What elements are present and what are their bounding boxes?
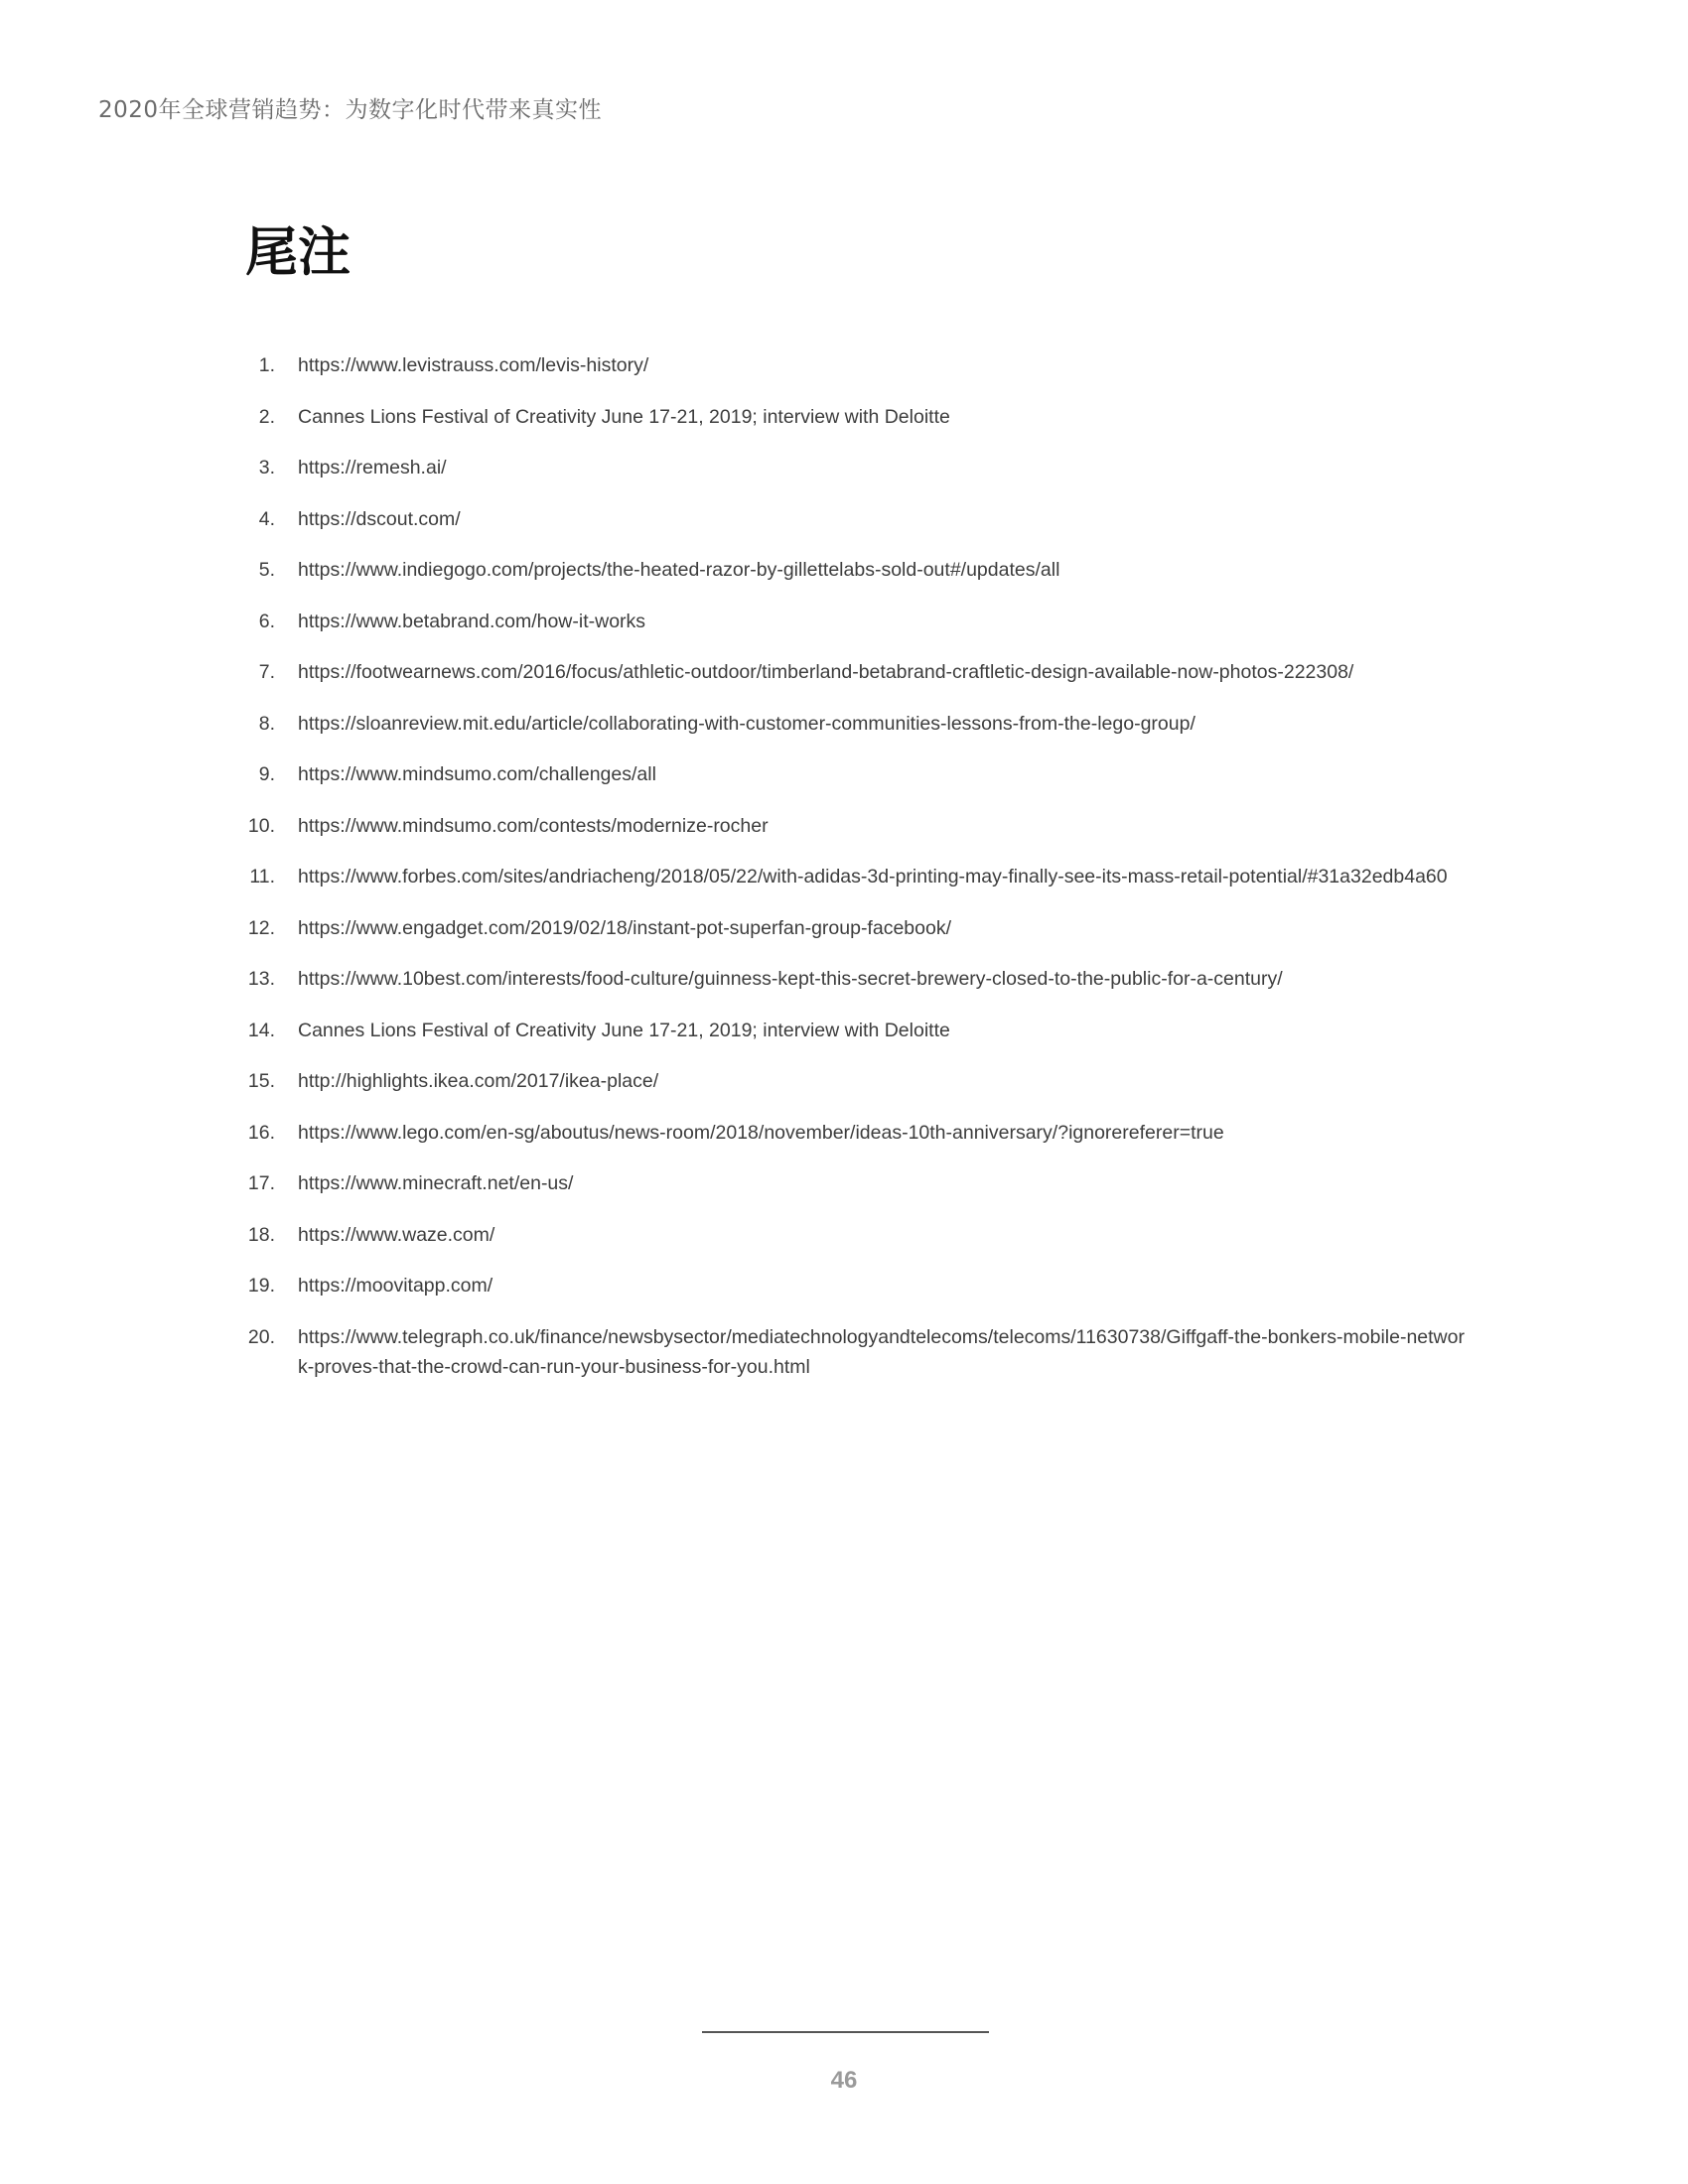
running-header: 2020年全球营销趋势：为数字化时代带来真实性 — [98, 97, 603, 123]
endnote-number: 20. — [247, 1325, 275, 1348]
endnote-item — [238, 350, 1470, 380]
endnote-reference[interactable]: https://footwearnews.com/2016/focus/athletic-outdoor/timberland-betabrand-craftletic-design-available-now-photos-222308/ — [298, 661, 1354, 683]
endnote-item — [238, 555, 1470, 585]
endnote-number: 17. — [247, 1172, 275, 1194]
endnote-reference[interactable]: https://www.lego.com/en-sg/aboutus/news-room/2018/november/ideas-10th-anniversary/?ignorereferer=true — [298, 1121, 1224, 1144]
endnote-number: 1. — [258, 354, 275, 376]
endnote-number: 6. — [258, 610, 275, 632]
endnote-reference[interactable]: https://sloanreview.mit.edu/article/collaborating-with-customer-communities-lessons-from-the-lego-group/ — [298, 712, 1196, 735]
endnote-reference[interactable]: https://moovitapp.com/ — [298, 1275, 493, 1297]
endnote-item — [238, 657, 1470, 687]
endnote-number: 3. — [258, 457, 275, 478]
endnote-reference[interactable]: https://www.minecraft.net/en-us/ — [298, 1172, 574, 1194]
endnote-item — [238, 1220, 1470, 1250]
endnote-reference[interactable]: https://www.telegraph.co.uk/finance/newsbysector/mediatechnologyandtelecoms/telecoms/11630738/Giffgaff-the-bonkers-mobile-network-proves-that-the-crowd-can-run-your-business-for-you.html — [298, 1325, 1465, 1378]
endnote-item — [238, 1168, 1470, 1198]
endnote-reference[interactable]: http://highlights.ikea.com/2017/ikea-place/ — [298, 1070, 659, 1092]
endnote-number: 4. — [258, 507, 275, 530]
endnote-item — [238, 402, 1470, 432]
endnote-item — [238, 913, 1470, 943]
endnote-reference: Cannes Lions Festival of Creativity June 17-21, 2019; interview with Deloitte — [298, 405, 950, 428]
endnote-item — [238, 1066, 1470, 1096]
endnote-item — [238, 453, 1470, 482]
endnotes-list — [238, 350, 1470, 1403]
endnote-number: 19. — [247, 1275, 275, 1297]
endnote-item — [238, 759, 1470, 789]
page-title: 尾注 — [245, 222, 351, 283]
endnote-reference[interactable]: https://www.mindsumo.com/contests/modernize-rocher — [298, 814, 769, 837]
endnote-reference[interactable]: https://www.forbes.com/sites/andriacheng/2018/05/22/with-adidas-3d-printing-may-finally-see-its-mass-retail-potential/#31a32edb4a60 — [298, 866, 1448, 887]
endnote-item — [238, 607, 1470, 636]
endnote-number: 2. — [258, 405, 275, 428]
endnote-item — [238, 964, 1470, 994]
endnote-number: 10. — [247, 814, 275, 837]
endnote-item — [238, 1118, 1470, 1148]
page-number: 46 — [830, 2067, 858, 2094]
endnote-reference[interactable]: https://www.mindsumo.com/challenges/all — [298, 763, 656, 785]
endnote-reference[interactable]: https://www.indiegogo.com/projects/the-heated-razor-by-gillettelabs-sold-out#/updates/all — [298, 559, 1060, 581]
endnote-reference[interactable]: https://www.waze.com/ — [298, 1223, 495, 1246]
endnote-reference[interactable]: https://www.engadget.com/2019/02/18/instant-pot-superfan-group-facebook/ — [298, 916, 951, 939]
endnote-number: 8. — [258, 712, 275, 735]
endnote-item — [238, 709, 1470, 739]
endnote-reference[interactable]: https://www.levistrauss.com/levis-history/ — [298, 354, 649, 376]
endnote-number: 9. — [258, 763, 275, 785]
endnote-item — [238, 862, 1470, 891]
endnote-number: 11. — [249, 866, 275, 887]
endnote-reference[interactable]: https://dscout.com/ — [298, 507, 461, 530]
endnote-number: 7. — [258, 661, 275, 683]
endnote-item — [238, 1016, 1470, 1045]
endnote-reference[interactable]: https://www.betabrand.com/how-it-works — [298, 610, 646, 632]
endnote-reference[interactable]: https://remesh.ai/ — [298, 457, 447, 478]
footer-divider — [702, 2031, 989, 2033]
endnote-number: 15. — [247, 1070, 275, 1092]
endnote-item — [238, 811, 1470, 841]
endnote-number: 5. — [258, 559, 275, 581]
endnote-number: 18. — [247, 1223, 275, 1246]
endnote-item — [238, 504, 1470, 534]
endnote-number: 12. — [247, 916, 275, 939]
endnote-reference[interactable]: https://www.10best.com/interests/food-culture/guinness-kept-this-secret-brewery-closed-to-the-public-for-a-century/ — [298, 968, 1283, 990]
endnote-reference: Cannes Lions Festival of Creativity June 17-21, 2019; interview with Deloitte — [298, 1019, 950, 1041]
endnote-item — [238, 1271, 1470, 1300]
endnote-item — [238, 1322, 1470, 1382]
endnote-number: 16. — [247, 1121, 275, 1144]
endnote-number: 14. — [247, 1019, 275, 1041]
endnote-number: 13. — [247, 968, 275, 990]
